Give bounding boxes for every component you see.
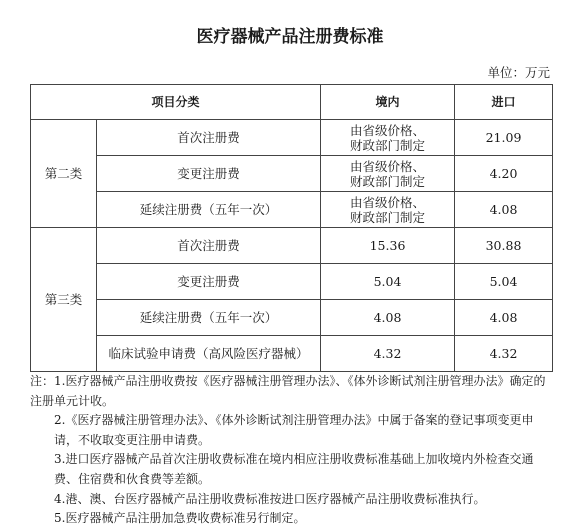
notes-section (30, 372, 552, 529)
note-item: 5.医疗器械产品注册加急费收费标准另行制定。 (54, 511, 306, 526)
item-name: 变更注册费 (97, 156, 321, 192)
item-name: 首次注册费 (97, 228, 321, 264)
table-row (31, 336, 553, 372)
item-name: 延续注册费（五年一次） (97, 192, 321, 228)
domestic-line: 由省级价格、 (350, 122, 426, 138)
domestic-line: 由省级价格、 (350, 194, 426, 210)
table-row (31, 156, 553, 192)
header-domestic: 境内 (321, 85, 455, 120)
table-row (31, 300, 553, 336)
domestic-line: 财政部门制定 (350, 209, 426, 225)
import-cell: 30.88 (455, 228, 553, 264)
table-row (31, 120, 553, 156)
table-row (31, 228, 553, 264)
import-cell: 4.08 (455, 192, 553, 228)
group-name: 第二类 (31, 120, 97, 228)
domestic-line: 财政部门制定 (350, 137, 426, 153)
item-name: 首次注册费 (97, 120, 321, 156)
header-import: 进口 (455, 85, 553, 120)
domestic-line: 财政部门制定 (350, 173, 426, 189)
item-name: 临床试验申请费（高风险医疗器械） (97, 336, 321, 372)
domestic-cell: 5.04 (321, 264, 455, 300)
note-item: 4.港、澳、台医疗器械产品注册收费标准按进口医疗器械产品注册收费标准执行。 (54, 491, 486, 506)
import-cell: 4.08 (455, 300, 553, 336)
import-cell: 4.32 (455, 336, 553, 372)
table-row (31, 192, 553, 228)
group-name: 第三类 (31, 228, 97, 372)
import-cell: 5.04 (455, 264, 553, 300)
header-category: 项目分类 (31, 85, 321, 120)
unit-label: 单位：万元 (487, 65, 550, 80)
table-header-row (31, 85, 553, 120)
domestic-cell (321, 120, 455, 156)
note-item: 2.《医疗器械注册管理办法》、《体外诊断试剂注册管理办法》中属于备案的登记事项变更申请，不收取变更注册申请费。 (54, 413, 534, 447)
domestic-cell: 4.32 (321, 336, 455, 372)
table-row (31, 264, 553, 300)
import-cell: 4.20 (455, 156, 553, 192)
item-name: 变更注册费 (97, 264, 321, 300)
domestic-cell (321, 156, 455, 192)
domestic-cell (321, 192, 455, 228)
domestic-cell: 4.08 (321, 300, 455, 336)
note-item: 注：1.医疗器械产品注册收费按《医疗器械注册管理办法》、《体外诊断试剂注册管理办法》确定的注册单元计收。 (30, 374, 546, 408)
domestic-cell: 15.36 (321, 228, 455, 264)
fee-table (30, 84, 553, 372)
domestic-line: 由省级价格、 (350, 158, 426, 174)
item-name: 延续注册费（五年一次） (97, 300, 321, 336)
import-cell: 21.09 (455, 120, 553, 156)
page-title: 医疗器械产品注册费标准 (196, 27, 384, 47)
note-item: 3.进口医疗器械产品首次注册收费标准在境内相应注册收费标准基础上加收境内外检查交通费、住宿费和伙食费等差额。 (54, 452, 534, 486)
